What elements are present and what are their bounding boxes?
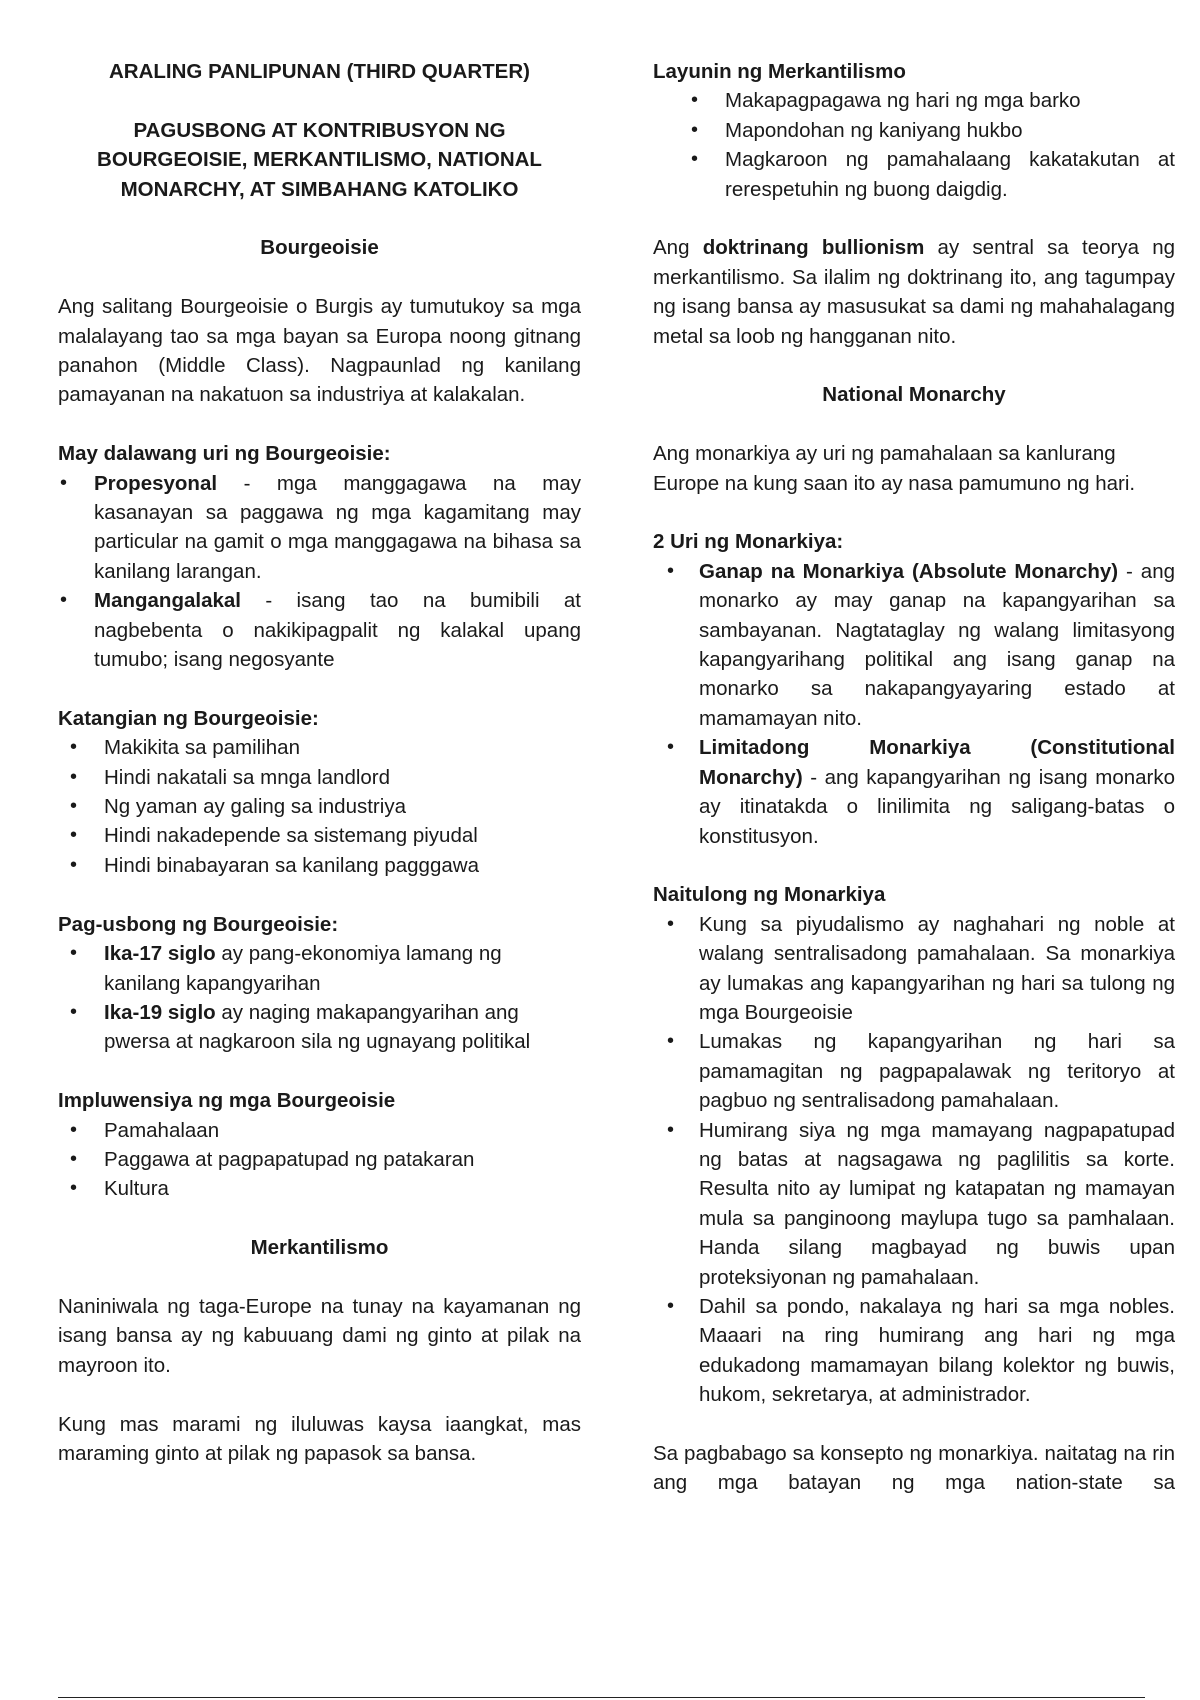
list-item — [58, 469, 581, 587]
list-item — [653, 733, 1175, 851]
bourgeoisie-types-heading: May dalawang uri ng Bourgeoisie: — [58, 442, 391, 466]
bullionism-rest: ay sentral sa teorya ng merkantilismo. Sa ilalim ng doktrinang ito, ang tagumpay ng isang bansa ay masusukat sa dami ng mahahalagang metal sa loob ng hangganan nito. — [653, 236, 1176, 348]
merkantilismo-para-1: Naniniwala ng taga-Europe na tunay na kayamanan ng isang bansa ay ng kabuuang dami ng ginto at pilak na mayroon ito. — [58, 1294, 581, 1377]
merkantilismo-heading: Merkantilismo — [250, 1236, 389, 1260]
list-item: • Hindi nakadepende sa sistemang piyudal — [58, 821, 581, 850]
term: Limitadong Monarkiya (Constitutional Monarchy) — [699, 736, 1175, 789]
bourgeoisie-intro: Ang salitang Bourgeoisie o Burgis ay tumutukoy sa mga malalayang tao sa mga bayan sa Europa noong gitnang panahon (Middle Class). Nagpaunlad ng kanilang pamayanan na nakatuon sa industriya at kalakalan. — [58, 295, 581, 407]
list-item: • Kung sa piyudalismo ay naghahari ng noble at walang sentralisadong pamahalaan. Sa monarkiya ay lumakas ang kapangyarihan ng hari sa tulong ng mga Bourgeoisie — [653, 910, 1175, 1028]
bourgeoisie-rise-list — [58, 939, 581, 1057]
list-item: • Hindi nakatali sa mnga landlord — [58, 763, 581, 792]
definition: - isang tao na bumibili at nagbebenta o nakikipagpalit ng kalakal upang tumubo; isang negosyante — [94, 589, 581, 672]
definition: - mga manggagawa na may kasanayan sa paggawa ng mga kagamitang may particular na gamit o mga manggagawa na bihasa sa kanilang larangan. — [94, 471, 581, 583]
right-column — [653, 57, 1175, 1498]
bourgeoisie-influence-heading: Impluwensiya ng mga Bourgeoisie — [58, 1089, 396, 1113]
list-item: • Hindi binabayaran sa kanilang pagggawa — [58, 851, 581, 880]
monarchy-types-heading: 2 Uri ng Monarkiya: — [653, 530, 844, 554]
monarchy-types-list — [653, 557, 1175, 851]
list-item — [58, 998, 581, 1057]
monarchy-contrib-list — [653, 910, 1175, 1410]
list-item: • Magkaroon ng pamahalaang kakatakutan at rerespetuhin ng buong daigdig. — [653, 145, 1175, 204]
left-column — [58, 57, 581, 1468]
monarchy-contrib-heading: Naitulong ng Monarkiya — [653, 883, 886, 907]
bullionism-paragraph — [653, 233, 1175, 351]
list-item — [58, 586, 581, 674]
term: Mangangalakal — [94, 589, 241, 613]
document-title: ARALING PANLIPUNAN (THIRD QUARTER) — [109, 60, 530, 83]
topic-title-line-2: BOURGEOISIE, MERKANTILISMO, NATIONAL — [97, 148, 542, 172]
bourgeoisie-traits-list — [58, 733, 581, 880]
merkantilismo-para-2: Kung mas marami ng iluluwas kaysa iaangkat, mas maraming ginto at pilak ng papasok sa bansa. — [58, 1412, 581, 1465]
bourgeoisie-traits-heading: Katangian ng Bourgeoisie: — [58, 706, 319, 730]
bullionism-prefix: Ang — [653, 236, 703, 260]
definition: - ang kapangyarihan ng isang monarko ay itinatakda o linilimita ng saligang-batas o konstitusyon. — [699, 765, 1175, 848]
list-item: • Lumakas ng kapangyarihan ng hari sa pamamagitan ng pagpapalawak ng teritoryo at pagbuo ng sentralisadong pamahalaan. — [653, 1027, 1175, 1115]
bourgeoisie-influence-list — [58, 1116, 581, 1204]
footer-divider — [58, 1697, 1145, 1698]
monarchy-intro-line-1: Ang monarkiya ay uri ng pamahalaan sa kanlurang — [653, 442, 1116, 466]
list-item — [653, 557, 1175, 733]
list-item: • Dahil sa pondo, nakalaya ng hari sa mga nobles. Maaari na ring humirang ang hari ng mga edukadong mamamayan bilang kolektor ng buwis, hukom, sekretarya, at administrador. — [653, 1292, 1175, 1410]
bourgeoisie-types-list — [58, 469, 581, 675]
monarchy-closing: Sa pagbabago sa konsepto ng monarkiya. naitatag na rin ang mga batayan ng mga nation-state sa — [653, 1442, 1175, 1495]
national-monarchy-heading: National Monarchy — [822, 383, 1006, 407]
monarchy-intro-line-2: Europe na kung saan ito ay nasa pamumuno ng hari. — [653, 471, 1136, 495]
term: Ika-19 siglo — [104, 1000, 216, 1024]
topic-title-line-1: PAGUSBONG AT KONTRIBUSYON NG — [133, 118, 506, 142]
list-item: • Paggawa at pagpapatupad ng patakaran — [58, 1145, 581, 1174]
definition: ay naging makapangyarihan ang pwersa at nagkaroon sila ng ugnayang politikal — [104, 1000, 531, 1054]
definition: - ang monarko ay may ganap na kapangyarihan sa sambayanan. Nagtataglay ng walang limitasyong kapangyarihang politikal ang isang ganap na monarko sa nakapangyayaring estado at mamamayan nito. — [699, 559, 1175, 730]
list-item: • Ng yaman ay galing sa industriya — [58, 792, 581, 821]
term: Ganap na Monarkiya (Absolute Monarchy) — [699, 559, 1119, 583]
topic-title-line-3: MONARCHY, AT SIMBAHANG KATOLIKO — [120, 177, 519, 201]
definition: ay pang-ekonomiya lamang ng kanilang kapangyarihan — [104, 942, 502, 995]
term: Ika-17 siglo — [104, 942, 216, 966]
list-item: • Makikita sa pamilihan — [58, 733, 581, 762]
list-item: • Humirang siya ng mga mamayang nagpapatupad ng batas at nagsagawa ng paglilitis sa korte. Resulta nito ay lumipat ng katapatan ng mamayan mula sa panginoong maylupa tugo sa pamhalaan. Handa silang magbayad ng buwis upan proteksiyonan ng pamahalaan. — [653, 1116, 1175, 1292]
merkantilismo-goals-list — [653, 86, 1175, 204]
list-item: • Mapondohan ng kaniyang hukbo — [653, 116, 1175, 145]
list-item: • Makapagpagawa ng hari ng mga barko — [653, 86, 1175, 115]
bullionism-term: doktrinang bullionism — [702, 236, 925, 260]
bourgeoisie-heading: Bourgeoisie — [260, 236, 379, 260]
list-item — [58, 939, 581, 998]
bourgeoisie-rise-heading: Pag-usbong ng Bourgeoisie: — [58, 912, 339, 936]
merkantilismo-goals-heading: Layunin ng Merkantilismo — [653, 60, 906, 83]
list-item: • Kultura — [58, 1174, 581, 1203]
term: Propesyonal — [94, 471, 218, 495]
list-item: • Pamahalaan — [58, 1116, 581, 1145]
